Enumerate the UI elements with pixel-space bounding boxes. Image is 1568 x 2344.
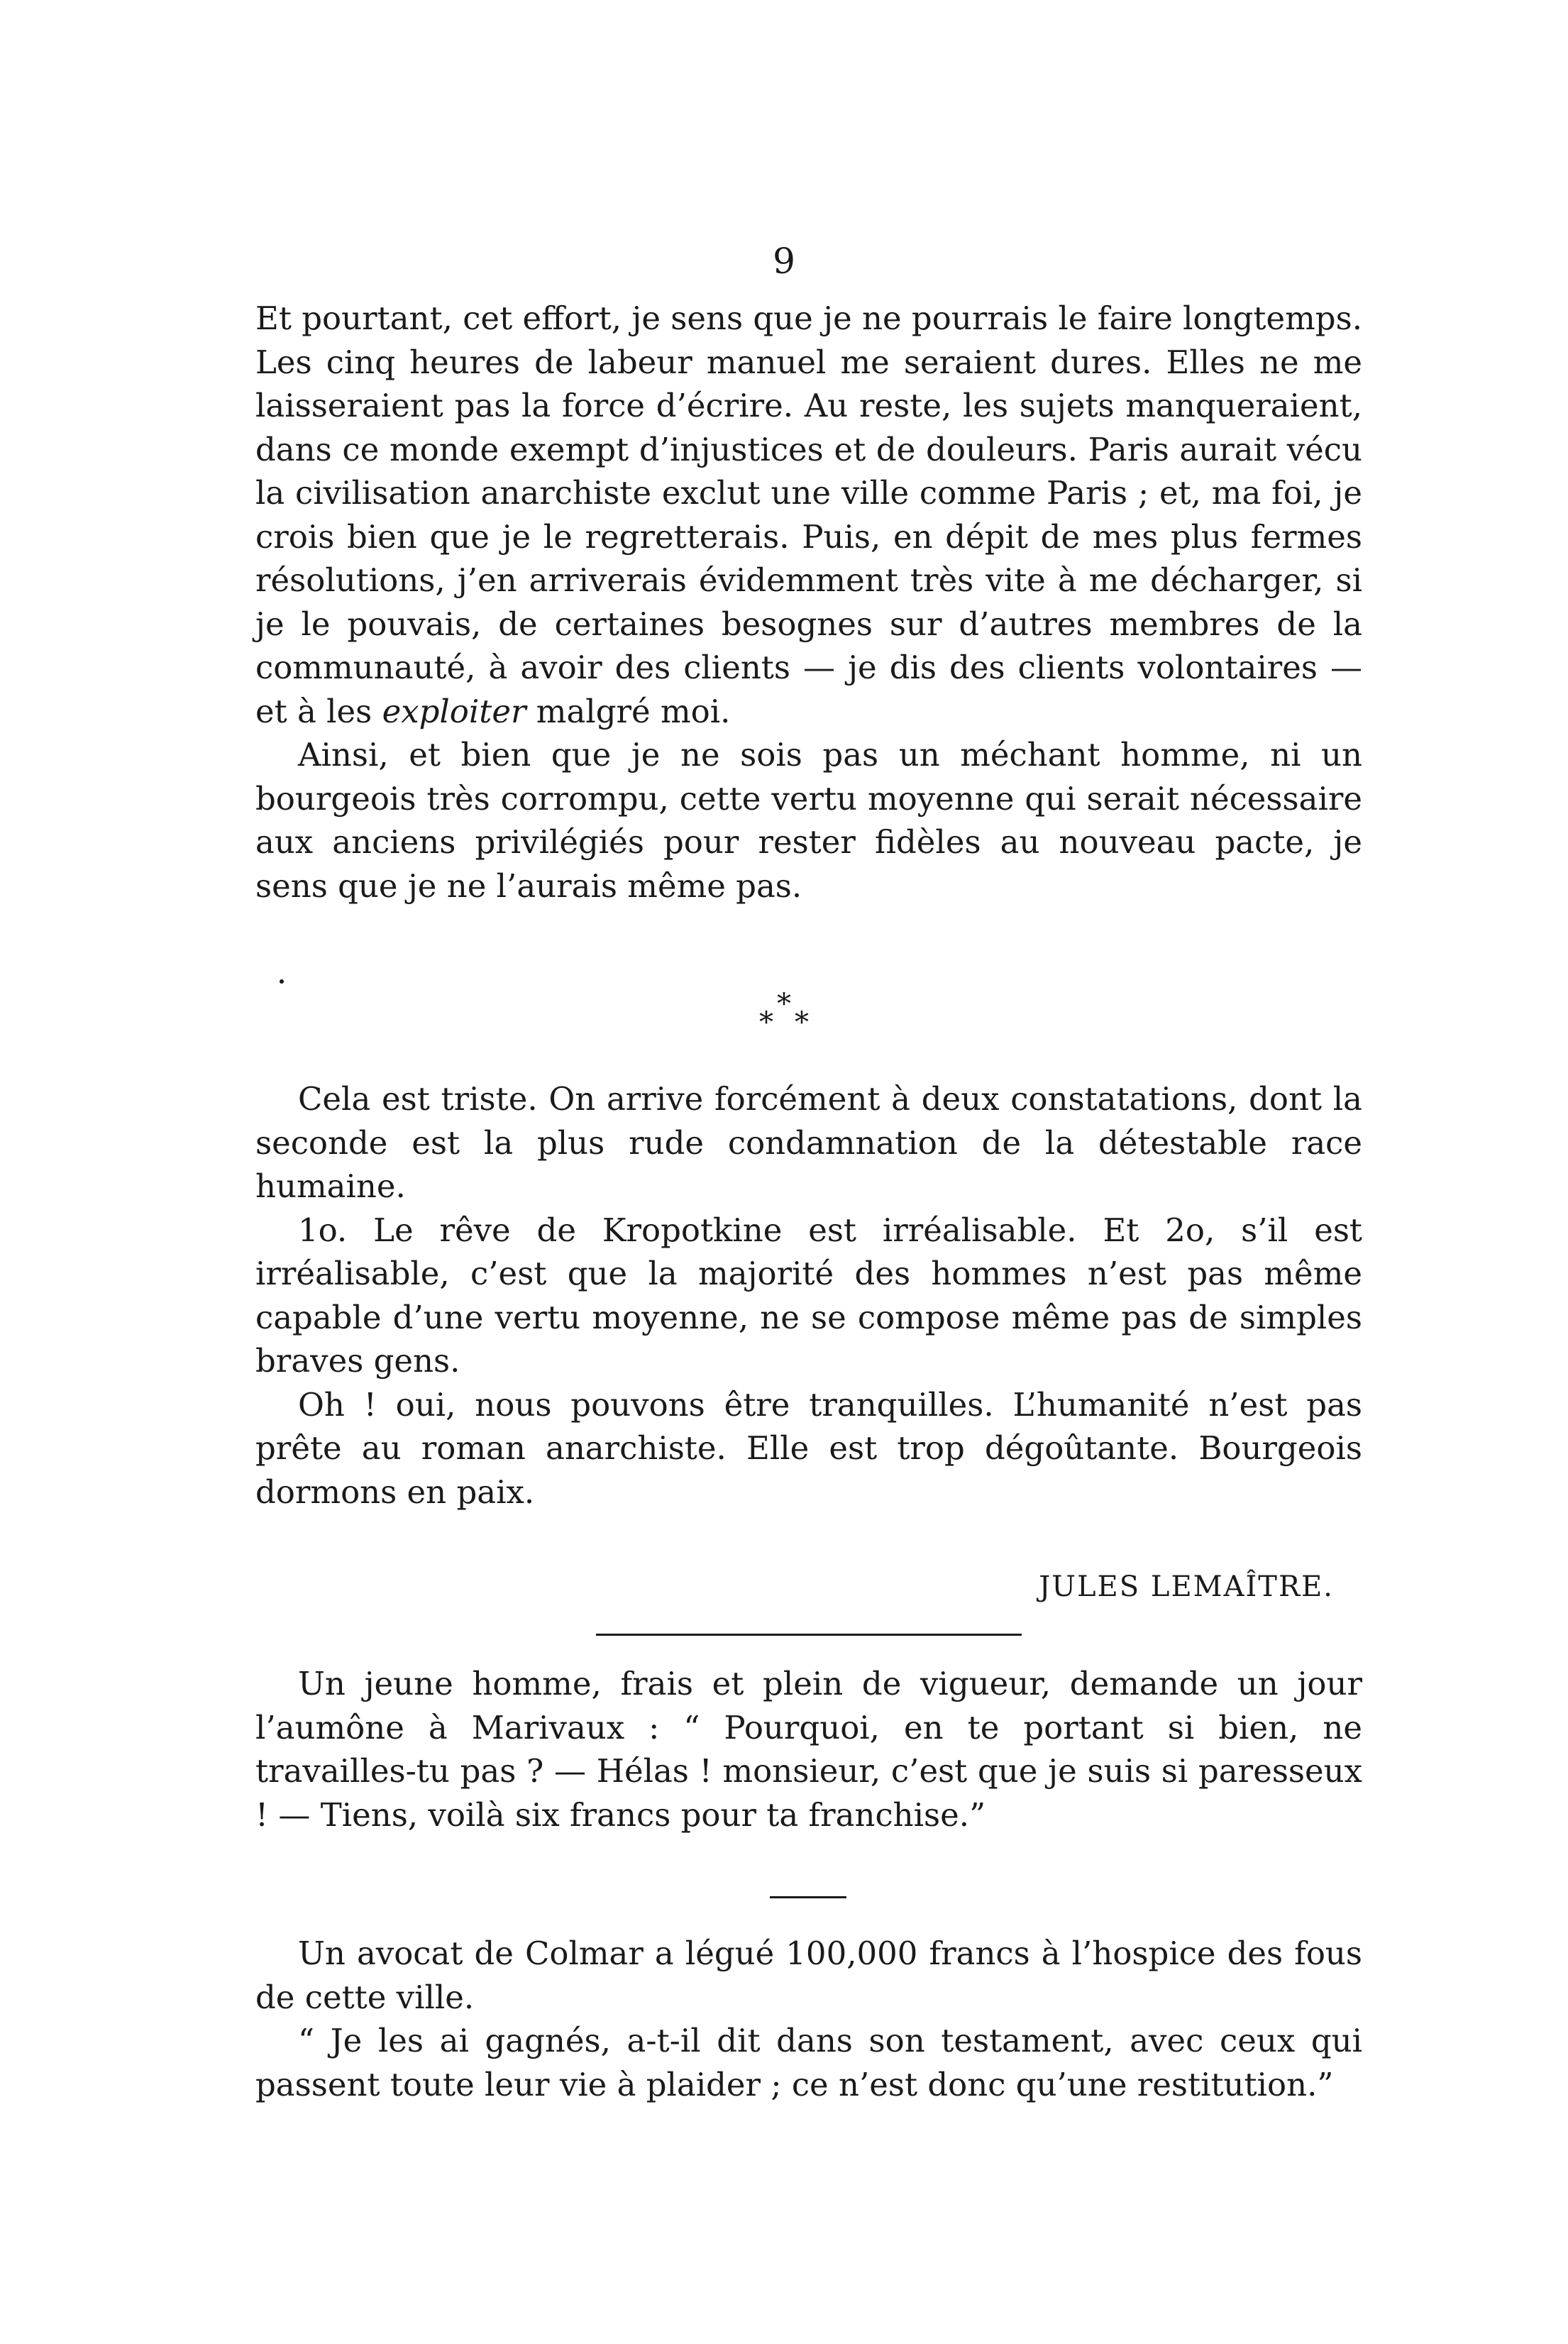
paragraph: Un avocat de Colmar a légué 100,000 francs à l’hospice des fous de cette ville. [255, 1935, 1362, 2016]
paragraph: Cela est triste. On arrive forcément à deux constatations, dont la seconde est la plus rude condamnation de la détestable race humaine. [255, 1080, 1362, 1205]
paragraph: 1o. Le rêve de Kropotkine est irréalisable. Et 2o, s’il est irréalisable, c’est que la majorité des hommes n’est pas même capable d’une vertu moyenne, ne se compose même pas de simples braves gens. [255, 1211, 1362, 1380]
section-divider-short [770, 1896, 846, 1898]
paragraph: “ Je les ai gagnés, a-t-il dit dans son testament, avec ceux qui passent toute leur vie à plaider ; ce n’est donc qu’une restitution.” [255, 2022, 1362, 2103]
paragraph-text: malgré moi. [526, 692, 731, 730]
author-signature: JULES LEMAÎTRE. [1039, 1570, 1334, 1603]
asterism-star: * [795, 1006, 809, 1039]
paragraph: Ainsi, et bien que je ne sois pas un méchant homme, ni un bourgeois très corrompu, cette vertu moyenne qui serait nécessaire aux anciens privilégiés pour rester fidèles au nouveau pacte, je sens que je ne l’aurais même pas. [255, 736, 1362, 905]
print-speck [280, 979, 284, 984]
paragraph: Oh ! oui, nous pouvons être tranquilles. L’humanité n’est pas prête au roman anarchiste. Elle est trop dégoûtante. Bourgeois dormons en paix. [255, 1385, 1362, 1511]
paragraph [255, 297, 1362, 733]
asterism-star: * [759, 1006, 773, 1039]
asterism-separator [0, 990, 1568, 1040]
passage-two [255, 1077, 1362, 1514]
section-divider [596, 1634, 1022, 1636]
paragraph-text: Et pourtant, cet effort, je sens que je ne pourrais le faire longtemps. Les cinq heures de labeur manuel me seraient dures. Elles ne me laisseraient pas la force d’écrire. Au reste, les sujets manqueraient, dans ce monde exempt d’injustices et de douleurs. Paris aurait vécu la civilisation anarchiste exclut une ville comme Paris ; et, ma foi, je crois bien que je le regretterais. Puis, en dépit de mes plus fermes résolutions, j’en arriverais évidemment très vite à me décharger, si je le pouvais, de certaines besognes sur d’autres membres de la communauté, à avoir des clients — je dis des clients volontaires — et à les [255, 299, 1362, 730]
italic-word: exploiter [382, 692, 526, 730]
asterism-star: * [777, 988, 791, 1020]
page-number: 9 [773, 241, 795, 282]
anecdote-marivaux [255, 1662, 1362, 1837]
paragraph: Un jeune homme, frais et plein de vigueur, demande un jour l’aumône à Marivaux : “ Pourquoi, en te portant si bien, ne travailles-tu pas ? — Hélas ! monsieur, c’est que je suis si paresseux ! — Tiens, voilà six francs pour ta franchise.” [255, 1665, 1362, 1834]
passage-one [255, 297, 1362, 908]
anecdote-colmar [255, 1932, 1362, 2106]
